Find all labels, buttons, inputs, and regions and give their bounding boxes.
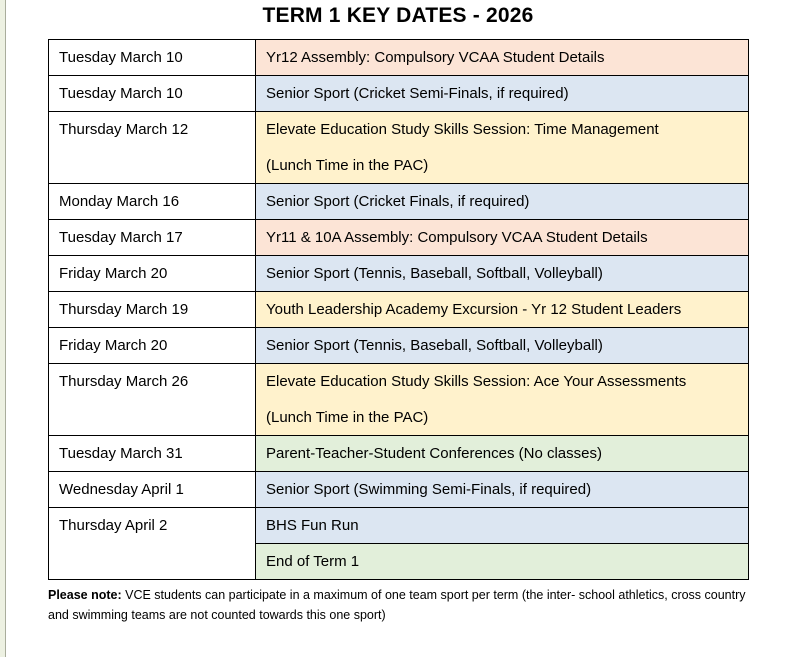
table-row <box>49 256 749 292</box>
event-line: (Lunch Time in the PAC) <box>266 409 429 426</box>
date-text: Wednesday April 1 <box>59 481 184 498</box>
date-cell <box>49 112 256 184</box>
date-cell <box>49 472 256 508</box>
date-cell <box>49 508 256 580</box>
date-cell <box>49 220 256 256</box>
table-row <box>49 364 749 436</box>
event-cell <box>256 436 749 472</box>
table-row <box>49 436 749 472</box>
event-cell <box>256 112 749 184</box>
event-cell <box>256 328 749 364</box>
date-text: Tuesday March 10 <box>59 49 183 66</box>
table-row <box>49 40 749 76</box>
date-text: Tuesday March 17 <box>59 229 183 246</box>
date-cell <box>49 184 256 220</box>
event-cell <box>256 40 749 76</box>
event-cell <box>256 472 749 508</box>
page-title: TERM 1 KEY DATES - 2026 <box>262 4 534 27</box>
table-row <box>49 220 749 256</box>
event-line: Yr11 & 10A Assembly: Compulsory VCAA Student Details <box>266 229 648 246</box>
date-text: Tuesday March 10 <box>59 85 183 102</box>
date-text: Tuesday March 31 <box>59 445 183 462</box>
table-row <box>49 472 749 508</box>
table-row <box>49 328 749 364</box>
date-text: Thursday March 26 <box>59 373 189 390</box>
event-line: Senior Sport (Tennis, Baseball, Softball, Volleyball) <box>266 265 603 282</box>
event-cell <box>256 292 749 328</box>
event-cell <box>256 76 749 112</box>
date-cell <box>49 256 256 292</box>
event-line: Senior Sport (Cricket Finals, if required) <box>266 193 530 210</box>
date-text: Thursday March 19 <box>59 301 189 318</box>
footnote <box>48 586 748 625</box>
event-cell <box>256 364 749 436</box>
event-line: Parent-Teacher-Student Conferences (No classes) <box>266 445 602 462</box>
event-cell <box>256 544 749 580</box>
date-cell <box>49 364 256 436</box>
date-cell <box>49 40 256 76</box>
table-row <box>49 76 749 112</box>
date-cell <box>49 328 256 364</box>
table-row <box>49 112 749 184</box>
event-line: End of Term 1 <box>266 553 360 570</box>
key-dates-table <box>48 39 749 580</box>
footnote-label: Please note: <box>48 588 122 602</box>
date-text: Thursday April 2 <box>59 517 168 534</box>
event-cell <box>256 220 749 256</box>
date-cell <box>49 292 256 328</box>
event-line: Senior Sport (Swimming Semi-Finals, if required) <box>266 481 592 498</box>
event-line: Senior Sport (Tennis, Baseball, Softball, Volleyball) <box>266 337 603 354</box>
date-text: Thursday March 12 <box>59 121 189 138</box>
event-line: (Lunch Time in the PAC) <box>266 157 429 174</box>
date-text: Monday March 16 <box>59 193 180 210</box>
date-text: Friday March 20 <box>59 265 168 282</box>
event-cell <box>256 508 749 544</box>
table-row <box>49 508 749 544</box>
footnote-text: VCE students can participate in a maximum of one team sport per term (the inter- school athletics, cross country and swimming teams are not counted towards this one sport) <box>48 588 746 622</box>
event-line: Yr12 Assembly: Compulsory VCAA Student Details <box>266 49 605 66</box>
date-cell <box>49 76 256 112</box>
table-row <box>49 292 749 328</box>
event-line: Youth Leadership Academy Excursion - Yr 12 Student Leaders <box>266 301 682 318</box>
table-row <box>49 184 749 220</box>
event-line: BHS Fun Run <box>266 517 359 534</box>
event-cell <box>256 184 749 220</box>
document-page <box>48 2 748 625</box>
event-line: Elevate Education Study Skills Session: Time Management <box>266 121 659 138</box>
date-cell <box>49 436 256 472</box>
page-left-edge <box>0 0 6 657</box>
event-line: Elevate Education Study Skills Session: Ace Your Assessments <box>266 373 687 390</box>
event-cell <box>256 256 749 292</box>
event-line: Senior Sport (Cricket Semi-Finals, if required) <box>266 85 569 102</box>
date-text: Friday March 20 <box>59 337 168 354</box>
